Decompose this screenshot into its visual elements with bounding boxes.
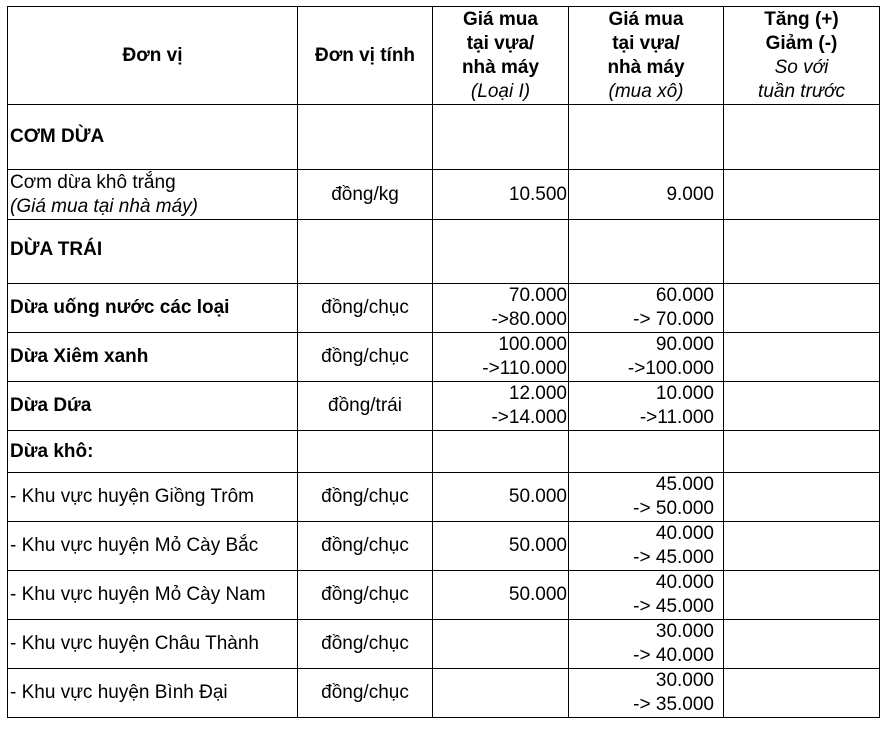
price-mua-xo: 60.000 -> 70.000 xyxy=(569,284,724,333)
price-loai1 xyxy=(433,620,569,669)
price-mua-xo: 40.000 -> 45.000 xyxy=(569,522,724,571)
row-unit: đồng/chục xyxy=(298,669,433,718)
price-loai1: 100.000 ->110.000 xyxy=(433,333,569,382)
table-row xyxy=(8,284,880,333)
section-row-com-dua xyxy=(8,105,880,170)
row-name: - Khu vực huyện Bình Đại xyxy=(8,669,298,718)
row-name: - Khu vực huyện Mỏ Cày Bắc xyxy=(8,522,298,571)
price-mua-xo: 45.000 -> 50.000 xyxy=(569,473,724,522)
row-name: Dừa Dứa xyxy=(8,382,298,431)
change-cell xyxy=(724,382,880,431)
price-loai1: 70.000 ->80.000 xyxy=(433,284,569,333)
price-loai1: 50.000 xyxy=(433,571,569,620)
row-unit: đồng/chục xyxy=(298,333,433,382)
table-row xyxy=(8,473,880,522)
table-row xyxy=(8,333,880,382)
table-row xyxy=(8,382,880,431)
change-cell xyxy=(724,333,880,382)
header-tang-giam: Tăng (+) Giảm (-) So với tuần trước xyxy=(724,7,880,105)
row-name: Cơm dừa khô trắng (Giá mua tại nhà máy) xyxy=(8,170,298,220)
table-row xyxy=(8,170,880,220)
row-name: - Khu vực huyện Châu Thành xyxy=(8,620,298,669)
change-cell xyxy=(724,669,880,718)
header-row xyxy=(8,7,880,105)
change-cell xyxy=(724,620,880,669)
change-cell xyxy=(724,473,880,522)
row-name: - Khu vực huyện Mỏ Cày Nam xyxy=(8,571,298,620)
price-mua-xo: 90.000 ->100.000 xyxy=(569,333,724,382)
row-unit: đồng/chục xyxy=(298,620,433,669)
row-unit: đồng/chục xyxy=(298,522,433,571)
change-cell xyxy=(724,170,880,220)
price-mua-xo: 40.000 -> 45.000 xyxy=(569,571,724,620)
price-mua-xo: 30.000 -> 35.000 xyxy=(569,669,724,718)
row-unit: đồng/chục xyxy=(298,473,433,522)
price-loai1: 10.500 xyxy=(433,170,569,220)
section-label: CƠM DỪA xyxy=(8,105,298,170)
header-gia-xo: Giá mua tại vựa/ nhà máy (mua xô) xyxy=(569,7,724,105)
section-label: Dừa khô: xyxy=(8,431,298,473)
change-cell xyxy=(724,571,880,620)
row-unit: đồng/trái xyxy=(298,382,433,431)
row-unit: đồng/kg xyxy=(298,170,433,220)
header-don-vi-tinh: Đơn vị tính xyxy=(298,7,433,105)
price-loai1: 12.000 ->14.000 xyxy=(433,382,569,431)
section-row-dua-trai xyxy=(8,220,880,284)
row-unit: đồng/chục xyxy=(298,284,433,333)
coconut-price-table xyxy=(7,6,880,718)
row-name: Dừa Xiêm xanh xyxy=(8,333,298,382)
price-loai1: 50.000 xyxy=(433,473,569,522)
price-mua-xo: 30.000 -> 40.000 xyxy=(569,620,724,669)
table-row xyxy=(8,571,880,620)
price-mua-xo: 9.000 xyxy=(569,170,724,220)
price-mua-xo: 10.000 ->11.000 xyxy=(569,382,724,431)
header-don-vi: Đơn vị xyxy=(8,7,298,105)
table-row xyxy=(8,620,880,669)
price-loai1: 50.000 xyxy=(433,522,569,571)
table-row xyxy=(8,522,880,571)
header-gia-loai1: Giá mua tại vựa/ nhà máy (Loại I) xyxy=(433,7,569,105)
table-row xyxy=(8,669,880,718)
price-loai1 xyxy=(433,669,569,718)
row-unit: đồng/chục xyxy=(298,571,433,620)
row-name: - Khu vực huyện Giồng Trôm xyxy=(8,473,298,522)
change-cell xyxy=(724,522,880,571)
row-name: Dừa uống nước các loại xyxy=(8,284,298,333)
section-label: DỪA TRÁI xyxy=(8,220,298,284)
section-row-dua-kho xyxy=(8,431,880,473)
change-cell xyxy=(724,284,880,333)
